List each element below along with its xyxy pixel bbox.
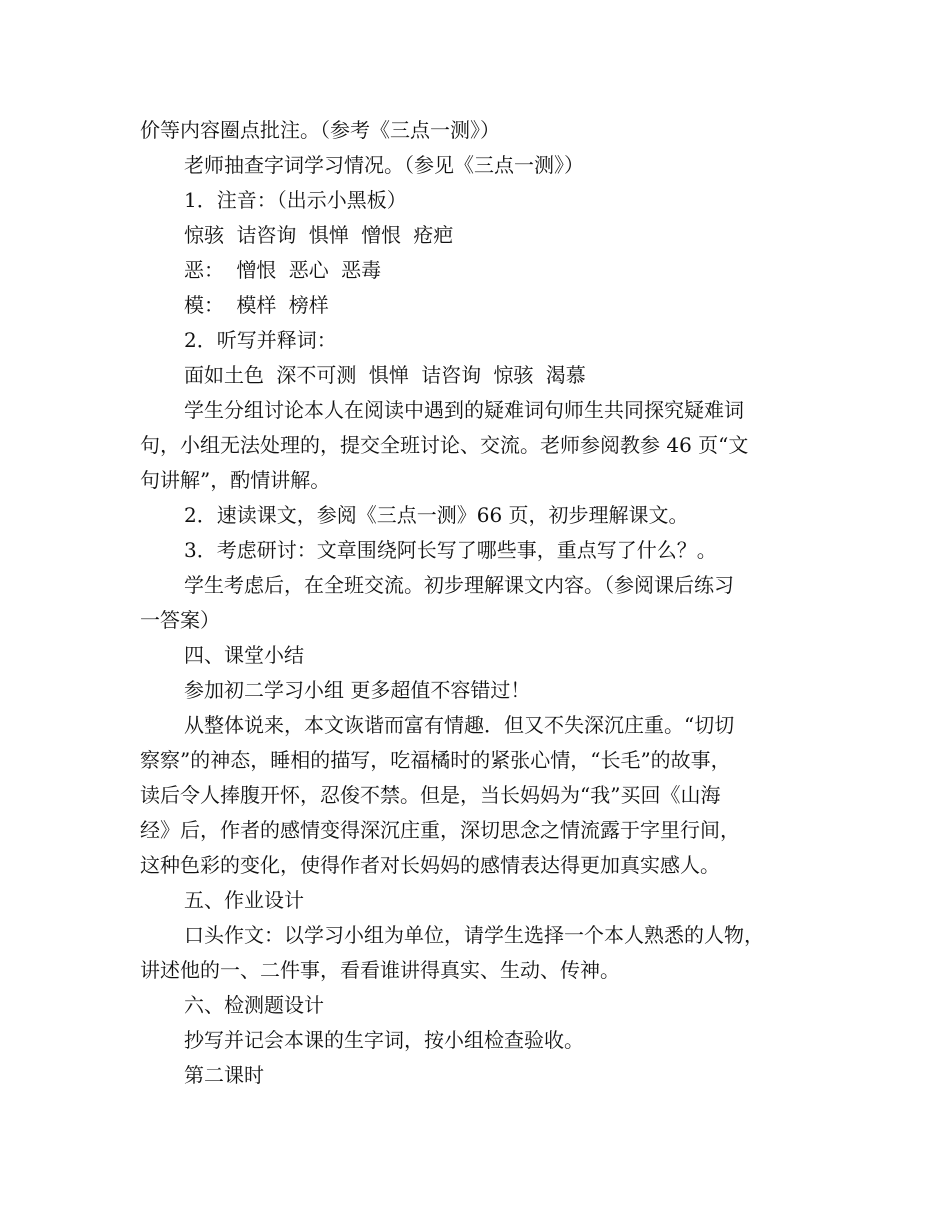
text-line: 句讲解”，酌情讲解。 <box>140 468 331 492</box>
document-body <box>140 113 830 1093</box>
section-heading: 五、作业设计 <box>184 888 304 912</box>
section-heading: 1．注音：（出示小黑板） <box>184 188 407 212</box>
text-line: 学生分组讨论本人在阅读中遇到的疑难词句师生共同探究疑难词 <box>184 398 744 422</box>
text-line: 讲述他的一、二件事，看看谁讲得真实、生动、传神。 <box>140 958 620 982</box>
text-line: 这种色彩的变化，使得作者对长妈妈的感情表达得更加真实感人。 <box>140 853 720 877</box>
text-line: 口头作文：以学习小组为单位，请学生选择一个本人熟悉的人物， <box>184 923 764 947</box>
text-line: 一答案） <box>140 608 220 632</box>
text-line: 参加初二学习小组 更多超值不容错过！ <box>184 678 531 702</box>
vocabulary-line: 面如土色 深不可测 惧惮 诘咨询 惊骇 渴慕 <box>184 363 586 387</box>
vocabulary-line: 恶： 憎恨 恶心 恶毒 <box>184 258 382 282</box>
text-line: 2．速读课文，参阅《三点一测》66 页，初步理解课文。 <box>184 503 689 527</box>
text-line: 抄写并记会本课的生字词，按小组检查验收。 <box>184 1028 584 1052</box>
text-line: 学生考虑后，在全班交流。初步理解课文内容。（参阅课后练习 <box>184 573 734 597</box>
text-line: 老师抽查字词学习情况。（参见《三点一测》） <box>184 153 584 177</box>
text-line: 察察”的神态，睡相的描写，吃福橘时的紧张心情，“长毛”的故事， <box>140 748 731 772</box>
text-line: 3．考虑研讨：文章围绕阿长写了哪些事，重点写了什么？。 <box>184 538 717 562</box>
vocabulary-line: 模： 模样 榜样 <box>184 293 329 317</box>
text-line: 从整体说来，本文诙谐而富有情趣．但又不失深沉庄重。“切切 <box>184 713 735 737</box>
text-line: 经》后，作者的感情变得深沉庄重，深切思念之情流露于字里行间， <box>140 818 740 842</box>
text-line: 句，小组无法处理的，提交全班讨论、交流。老师参阅教参 46 页“文 <box>140 433 749 457</box>
text-line: 价等内容圈点批注。（参考《三点一测》） <box>140 118 500 142</box>
section-heading: 四、课堂小结 <box>184 643 304 667</box>
section-heading: 六、检测题设计 <box>184 993 324 1017</box>
section-heading: 2．听写并释词： <box>184 328 337 352</box>
vocabulary-line: 惊骇 诘咨询 惧惮 憎恨 疮疤 <box>184 223 454 247</box>
text-line: 读后令人捧腹开怀，忍俊不禁。但是，当长妈妈为“我”买回《山海 <box>140 783 721 807</box>
section-heading: 第二课时 <box>184 1063 264 1087</box>
